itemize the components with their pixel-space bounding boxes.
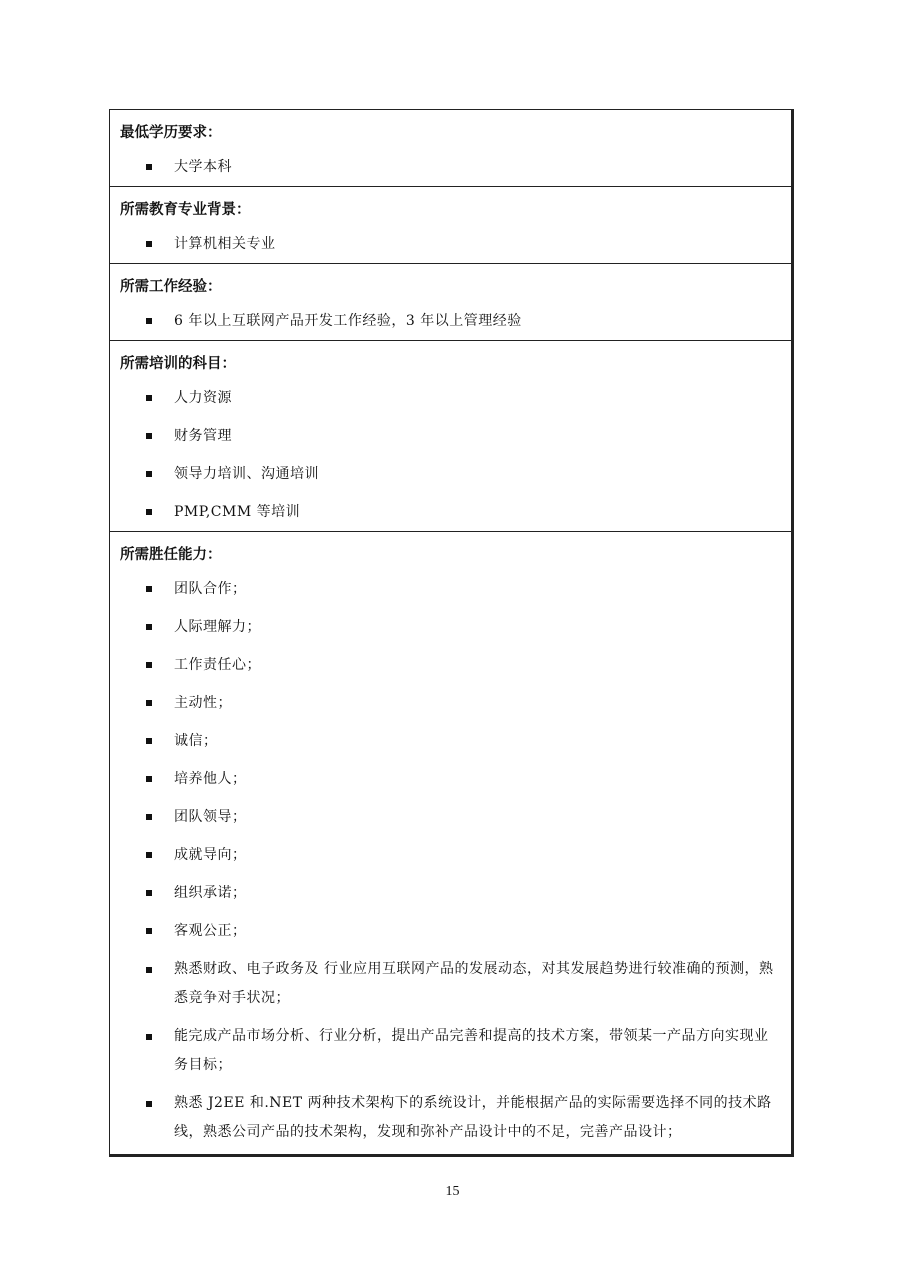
list-item <box>120 798 781 836</box>
item-list <box>120 148 781 186</box>
list-item <box>120 148 781 186</box>
square-bullet-icon <box>146 433 152 439</box>
list-item-text: 人际理解力； <box>174 619 261 635</box>
square-bullet-icon <box>146 1034 152 1040</box>
list-item <box>120 302 781 340</box>
section-title: 所需工作经验： <box>120 279 222 295</box>
square-bullet-icon <box>146 395 152 401</box>
list-item <box>120 646 781 684</box>
list-item-text: 计算机相关专业 <box>174 236 276 252</box>
list-item-text: 能完成产品市场分析、行业分析，提出产品完善和提高的技术方案，带领某一产品方向实现业务目标； <box>174 1028 769 1073</box>
list-item <box>120 874 781 912</box>
square-bullet-icon <box>146 967 152 973</box>
list-item <box>120 1017 781 1084</box>
list-item-text: 诚信； <box>174 733 218 749</box>
list-item-text: 领导力培训、沟通培训 <box>174 466 319 482</box>
section-title: 最低学历要求： <box>120 125 222 141</box>
list-item <box>120 722 781 760</box>
square-bullet-icon <box>146 928 152 934</box>
list-item <box>120 1084 781 1151</box>
requirements-table <box>109 109 794 1157</box>
list-item-text: 培养他人； <box>174 771 247 787</box>
section-title: 所需教育专业背景： <box>120 202 251 218</box>
list-item-text: 财务管理 <box>174 428 232 444</box>
list-item <box>120 455 781 493</box>
list-item <box>120 950 781 1017</box>
list-item <box>120 684 781 722</box>
square-bullet-icon <box>146 164 152 170</box>
square-bullet-icon <box>146 509 152 515</box>
square-bullet-icon <box>146 814 152 820</box>
list-item-text: 成就导向； <box>174 847 247 863</box>
list-item-text: 主动性； <box>174 695 232 711</box>
list-item-text: 熟悉 J2EE 和.NET 两种技术架构下的系统设计，并能根据产品的实际需要选择不同的技术路线，熟悉公司产品的技术架构，发现和弥补产品设计中的不足，完善产品设计； <box>174 1095 772 1140</box>
item-list <box>120 570 781 1151</box>
square-bullet-icon <box>146 241 152 247</box>
list-item <box>120 912 781 950</box>
section-education-level <box>110 110 791 187</box>
section-education-background <box>110 187 791 264</box>
list-item <box>120 760 781 798</box>
page-number: 15 <box>445 1184 460 1199</box>
square-bullet-icon <box>146 890 152 896</box>
list-item <box>120 225 781 263</box>
square-bullet-icon <box>146 624 152 630</box>
list-item-text: 工作责任心； <box>174 657 261 673</box>
section-training-subjects <box>110 341 791 532</box>
list-item <box>120 570 781 608</box>
list-item-text: 团队领导； <box>174 809 247 825</box>
square-bullet-icon <box>146 318 152 324</box>
list-item-text: 6 年以上互联网产品开发工作经验，3 年以上管理经验 <box>174 313 522 329</box>
item-list <box>120 225 781 263</box>
list-item <box>120 417 781 455</box>
section-work-experience <box>110 264 791 341</box>
item-list <box>120 379 781 531</box>
list-item-text: 熟悉财政、电子政务及 行业应用互联网产品的发展动态，对其发展趋势进行较准确的预测，熟悉竞争对手状况； <box>174 961 774 1006</box>
section-competencies <box>110 532 791 1154</box>
list-item <box>120 836 781 874</box>
list-item <box>120 379 781 417</box>
square-bullet-icon <box>146 776 152 782</box>
square-bullet-icon <box>146 586 152 592</box>
item-list <box>120 302 781 340</box>
square-bullet-icon <box>146 662 152 668</box>
list-item-text: 人力资源 <box>174 390 232 406</box>
list-item-text: 团队合作； <box>174 581 247 597</box>
square-bullet-icon <box>146 852 152 858</box>
section-title: 所需培训的科目： <box>120 356 236 372</box>
list-item-text: 客观公正； <box>174 923 247 939</box>
square-bullet-icon <box>146 738 152 744</box>
list-item-text: PMP,CMM 等培训 <box>174 504 301 520</box>
list-item-text: 大学本科 <box>174 159 232 175</box>
list-item-text: 组织承诺； <box>174 885 247 901</box>
square-bullet-icon <box>146 471 152 477</box>
square-bullet-icon <box>146 1101 152 1107</box>
square-bullet-icon <box>146 700 152 706</box>
list-item <box>120 493 781 531</box>
section-title: 所需胜任能力： <box>120 547 222 563</box>
list-item <box>120 608 781 646</box>
